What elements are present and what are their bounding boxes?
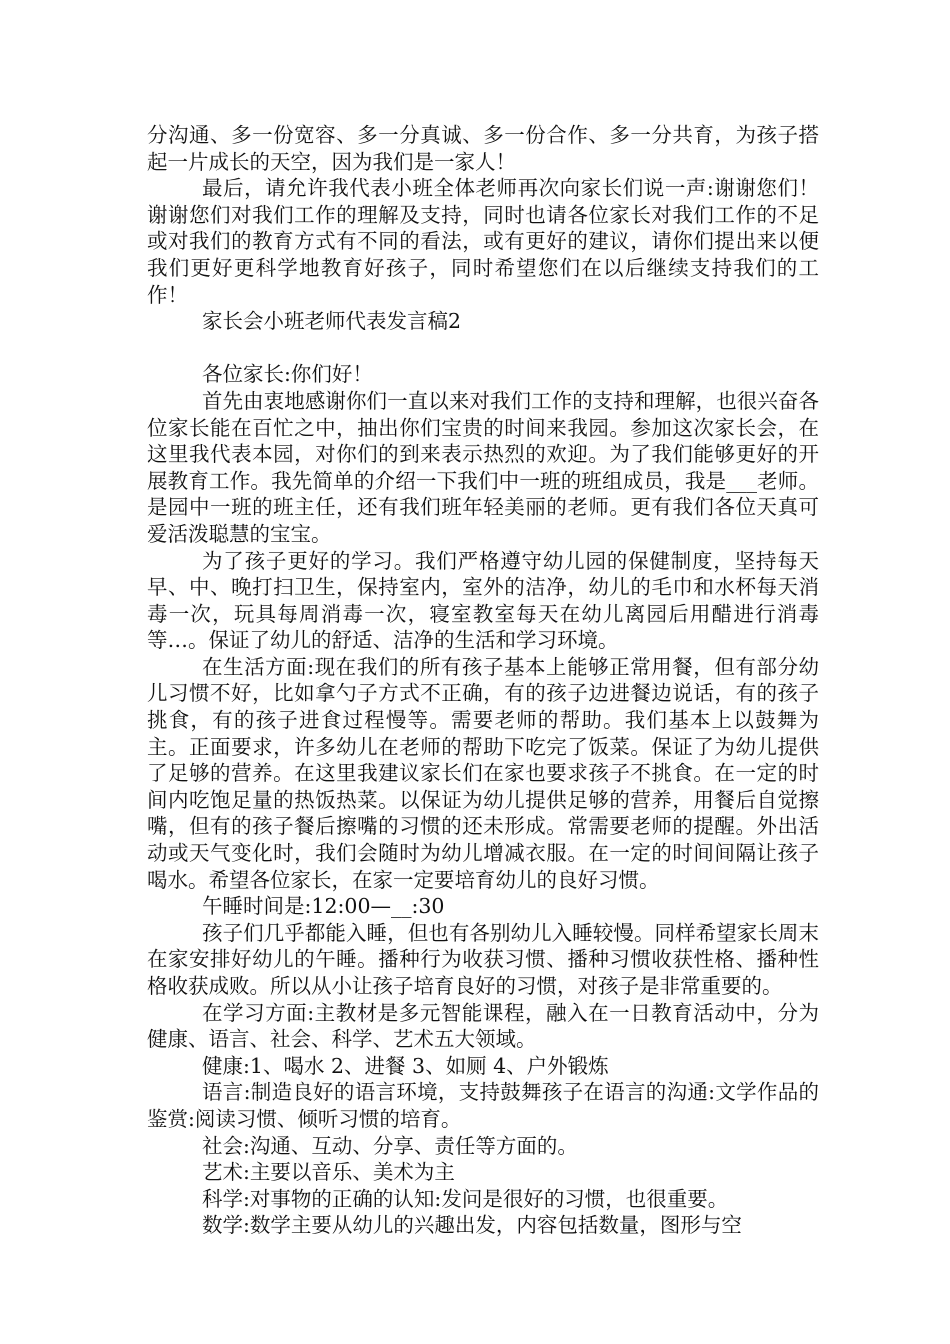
paragraph: 孩子们几乎都能入睡，但也有各别幼儿入睡较慢。同样希望家长周末在家安排好幼儿的午睡。播种行为收获习惯、播种习惯收获性格、播种性格收获成败。所以从小让孩子培育良好的习惯，对孩子是非常重要的。: [147, 920, 819, 998]
paragraph: 社会:沟通、互动、分享、责任等方面的。: [202, 1133, 578, 1158]
paragraph: 最后，请允许我代表小班全体老师再次向家长们说一声:谢谢您们！谢谢您们对我们工作的理解及支持，同时也请各位家长对我们工作的不足或对我们的教育方式有不同的看法，或有更好的建议，请你们提出来以便我们更好更科学地教育好孩子，同时希望您们在以后继续支持我们的工作！: [147, 176, 819, 307]
paragraph: 数学:数学主要从幼儿的兴趣出发，内容包括数量，图形与空: [202, 1213, 742, 1238]
paragraph: 在生活方面:现在我们的所有孩子基本上能够正常用餐，但有部分幼儿习惯不好，比如拿勺子方式不正确，有的孩子边进餐边说话，有的孩子挑食，有的孩子进食过程慢等。需要老师的帮助。我们基本上以鼓舞为主。正面要求，许多幼儿在老师的帮助下吃完了饭菜。保证了为幼儿提供了足够的营养。在这里我建议家长们在家也要求孩子不挑食。在一定的时间内吃饱足量的热饭热菜。以保证为幼儿提供足够的营养，用餐后自觉擦嘴，但有的孩子餐后擦嘴的习惯的还未形成。常需要老师的提醒。外出活动或天气变化时，我们会随时为幼儿增减衣服。在一定的时间间隔让孩子喝水。希望各位家长，在家一定要培育幼儿的良好习惯。: [147, 654, 819, 892]
paragraph: 健康:1、喝水 2、进餐 3、如厕 4、户外锻炼: [202, 1053, 609, 1078]
salutation: 各位家长:你们好！: [202, 362, 373, 387]
paragraph: 语言:制造良好的语言环境，支持鼓舞孩子在语言的沟通:文学作品的鉴赏:阅读习惯、倾听习惯的培育。: [147, 1080, 819, 1131]
paragraph: 科学:对事物的正确的认知:发问是很好的习惯，也很重要。: [202, 1186, 729, 1211]
paragraph: 午睡时间是:12:00—__:30: [202, 894, 445, 919]
paragraph: 首先由衷地感谢你们一直以来对我们工作的支持和理解，也很兴奋各位家长能在百忙之中，抽出你们宝贵的时间来我园。参加这次家长会，在这里我代表本园，对你们的到来表示热烈的欢迎。为了我们能够更好的开展教育工作。我先简单的介绍一下我们中一班的班组成员，我是___老师。是园中一班的班主任，还有我们班年轻美丽的老师。更有我们各位天真可爱活泼聪慧的宝宝。: [147, 388, 819, 546]
paragraph: 在学习方面:主教材是多元智能课程，融入在一日教育活动中，分为健康、语言、社会、科学、艺术五大领域。: [147, 1000, 819, 1052]
paragraph: 分沟通、多一份宽容、多一分真诚、多一份合作、多一分共育，为孩子搭起一片成长的天空，因为我们是一家人！: [147, 123, 819, 174]
blank-line: [147, 335, 819, 362]
paragraph: 为了孩子更好的学习。我们严格遵守幼儿园的保健制度，坚持每天早、中、晚打扫卫生，保持室内，室外的洁净，幼儿的毛巾和水杯每天消毒一次，玩具每周消毒一次，寝室教室每天在幼儿离园后用醋进行消毒等…。保证了幼儿的舒适、洁净的生活和学习环境。: [147, 548, 819, 653]
paragraph: 艺术:主要以音乐、美术为主: [202, 1160, 455, 1185]
section-title: 家长会小班老师代表发言稿2: [202, 309, 462, 334]
document-page: [147, 122, 819, 1239]
